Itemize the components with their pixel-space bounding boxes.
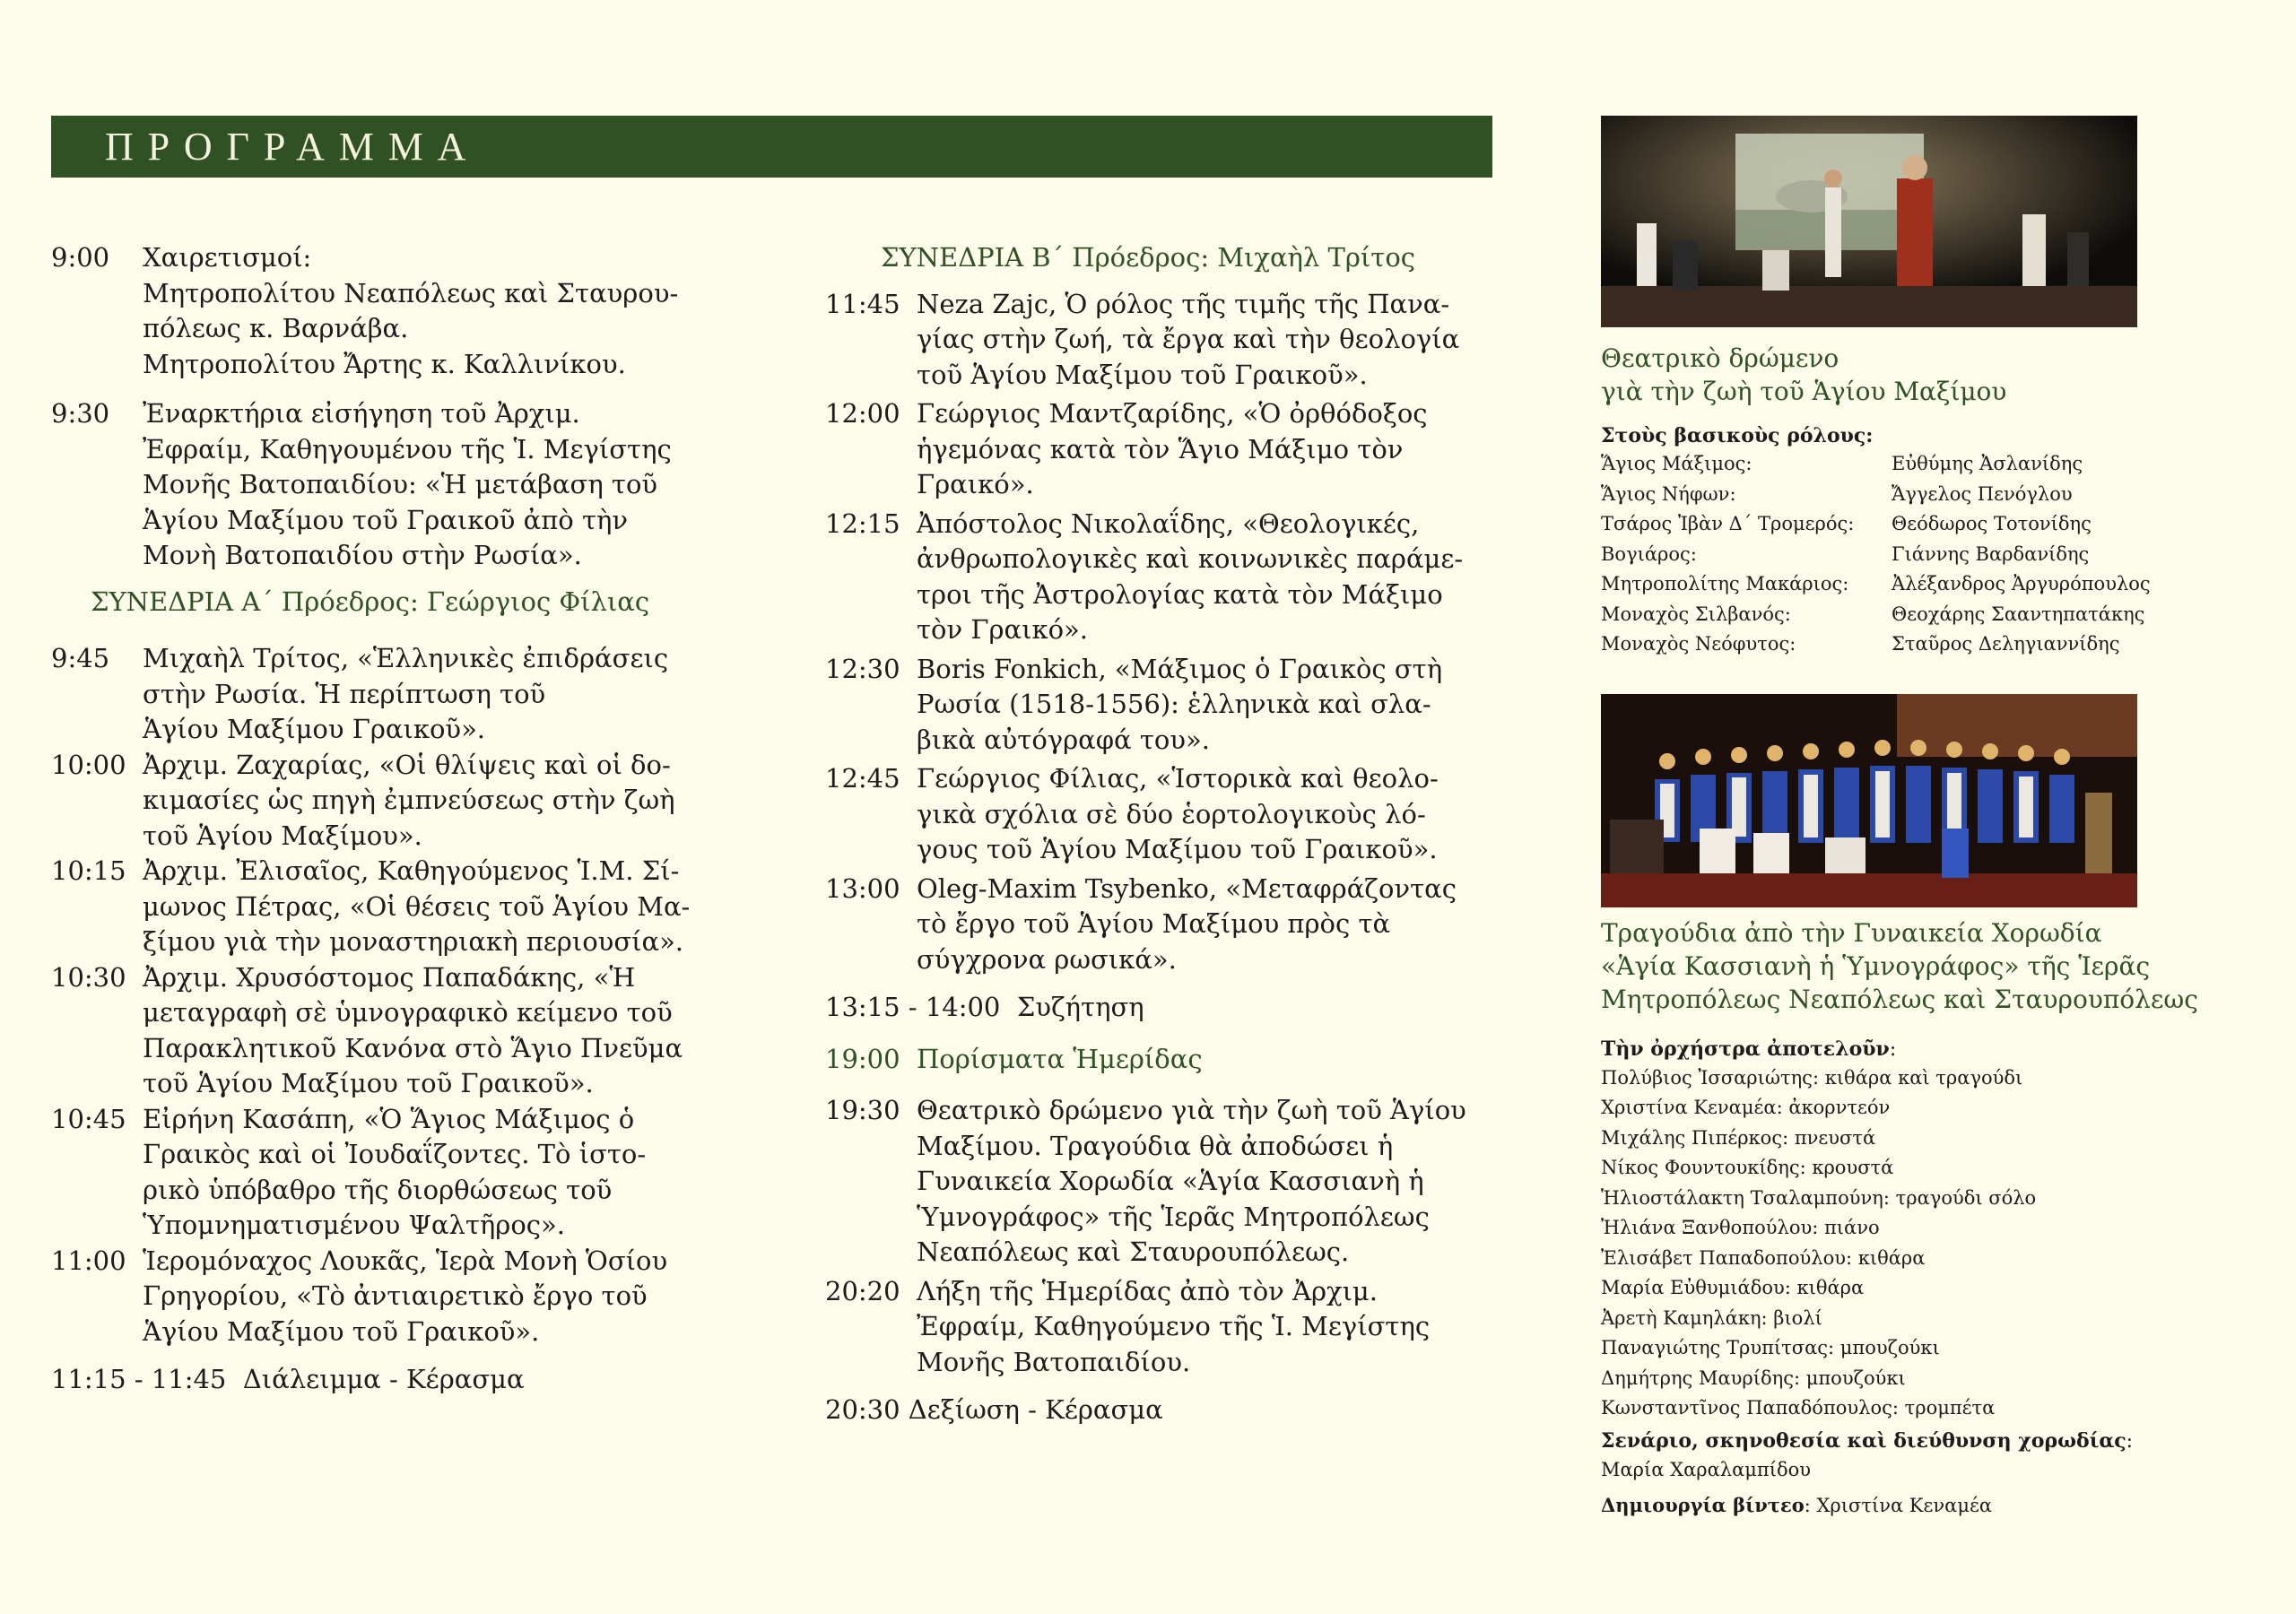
- entry-time: 10:30: [51, 961, 126, 993]
- direction-label-colon: :: [2126, 1429, 2134, 1453]
- schedule-entry: [51, 641, 733, 748]
- schedule-entry: [825, 652, 1493, 759]
- session-b-heading: ΣΥΝΕΔΡΙΑ Β΄ Πρόεδρος: Μιχαὴλ Τρίτος: [881, 242, 1416, 273]
- schedule-entry: [825, 396, 1493, 503]
- discussion-line: 13:15 - 14:00 Συζήτηση: [825, 992, 1144, 1022]
- info-column: [1601, 116, 2229, 1522]
- orchestra-member: Ἐλισάβετ Παπαδοπούλου: κιθάρα: [1601, 1246, 1926, 1269]
- schedule-entry: [51, 854, 733, 960]
- actor-name: Ἀλέξανδρος Ἀργυρόπουλος: [1892, 573, 2151, 594]
- orchestra-label-colon: :: [1889, 1037, 1897, 1061]
- roles-label: Στοὺς βασικοὺς ρόλους:: [1601, 424, 1874, 447]
- entry-text: Πορίσματα Ἡμερίδας: [917, 1043, 1203, 1074]
- actor-name: Εὐθύμης Ἀσλανίδης: [1892, 453, 2083, 474]
- entry-text: Oleg-Maxim Tsybenko, «Μεταφράζοντας τὸ ἔργο τοῦ Ἁγίου Μαξίμου πρὸς τὰ σύγχρονα ρωσικά».: [917, 872, 1457, 975]
- schedule-entry: [51, 1244, 733, 1350]
- conclusions-entry: [825, 1042, 1493, 1078]
- schedule-entry: [825, 507, 1493, 648]
- schedule-entry: [825, 1274, 1493, 1381]
- entry-text: Λήξη τῆς Ἡμερίδας ἀπὸ τὸν Ἀρχιμ. Ἐφραίμ, Καθηγούμενο τῆς Ἱ. Μεγίστης Μονῆς Βατοπαιδίου.: [917, 1275, 1431, 1377]
- video-credit: [1601, 1490, 2229, 1522]
- entry-time: 20:20: [825, 1275, 900, 1306]
- entry-text: Γεώργιος Φίλιας, «Ἱστορικὰ καὶ θεολο- γικὰ σχόλια σὲ δύο ἑορτολογικοὺς λό- γους τοῦ Ἁγίου Μαξίμου τοῦ Γραικοῦ».: [917, 763, 1439, 864]
- orchestra-member: Ἡλιοστάλακτη Τσαλαμπούνη: τραγούδι σόλο: [1601, 1186, 2037, 1209]
- entry-time: 10:00: [51, 749, 126, 780]
- entry-time: 10:15: [51, 855, 126, 886]
- theatre-caption: Θεατρικὸ δρώμενο γιὰ τὴν ζωὴ τοῦ Ἁγίου Μαξίμου: [1601, 343, 2007, 406]
- direction-label-text: Σενάριο, σκηνοθεσία καὶ διεύθυνση χορωδίας: [1601, 1428, 2126, 1453]
- entry-time: 19:00: [825, 1043, 900, 1074]
- orchestra-member: Χριστίνα Κεναμέα: ἀκορντεόν: [1601, 1097, 1891, 1118]
- direction-label: [1601, 1427, 2229, 1455]
- schedule-entry: [51, 748, 733, 855]
- schedule-entry: [51, 1102, 733, 1244]
- orchestra-member: Δημήτρης Μαυρίδης: μπουζούκι: [1601, 1367, 1906, 1389]
- actor-name: Θεόδωρος Τοτονίδης: [1892, 513, 2092, 534]
- schedule-column-1: [51, 240, 733, 1398]
- orchestra-member: Μαρία Εὐθυμιάδου: κιθάρα: [1601, 1277, 1865, 1298]
- video-label: Δημιουργία βίντεο: [1601, 1494, 1805, 1516]
- orchestra-member: Μιχάλης Πιπέρκος: πνευστά: [1601, 1126, 1876, 1149]
- video-name: Χριστίνα Κεναμέα: [1810, 1495, 1993, 1516]
- orchestra-member: Κωνσταντῖνος Παπαδόπουλος: τρομπέτα: [1601, 1397, 1996, 1419]
- orchestra-member: Ἀρετὴ Καμηλάκη: βιολί: [1601, 1306, 1822, 1329]
- role-name: Μοναχὸς Σιλβανός:: [1601, 603, 1791, 625]
- schedule-entry: [825, 872, 1493, 978]
- video-colon: :: [1804, 1495, 1811, 1516]
- entry-time: 12:15: [825, 508, 900, 539]
- theatre-photo: [1601, 116, 2137, 327]
- session-a-heading: ΣΥΝΕΔΡΙΑ Α΄ Πρόεδρος: Γεώργιος Φίλιας: [91, 586, 650, 617]
- entry-time: 12:00: [825, 398, 900, 429]
- entry-time: 9:30: [51, 398, 110, 429]
- role-name: Βογιάρος:: [1601, 542, 1697, 565]
- entry-text: Εἰρήνη Κασάπη, «Ὁ Ἅγιος Μάξιμος ὁ Γραικὸς καὶ οἱ Ἰουδαΐζοντες. Τὸ ἱστο- ρικὸ ὑπόβαθρο τῆς διορθώσεως τοῦ Ὑπομνηματισμένου Ψαλτῆρος».: [143, 1103, 647, 1240]
- break-line: 11:15 - 11:45 Διάλειμμα - Κέρασμα: [51, 1364, 525, 1394]
- actor-name: Γιάννης Βαρδανίδης: [1892, 542, 2090, 565]
- entry-time: 13:00: [825, 872, 900, 904]
- choir-caption: Τραγούδια ἀπὸ τὴν Γυναικεία Χορωδία «Ἁγία Κασσιανὴ ἡ Ὑμνογράφος» τῆς Ἱερᾶς Μητροπόλεως Νεαπόλεως καὶ Σταυρουπόλεως: [1601, 917, 2198, 1014]
- entry-text: Ἱερομόναχος Λουκᾶς, Ἱερὰ Μονὴ Ὁσίου Γρηγορίου, «Τὸ ἀντιαιρετικὸ ἔργο τοῦ Ἁγίου Μαξίμου τοῦ Γραικοῦ».: [143, 1245, 668, 1347]
- entry-text: Ἀπόστολος Νικολαΐδης, «Θεολογικές, ἀνθρωπολογικὲς καὶ κοινωνικὲς παράμε- τροι τῆς Ἀστρολογίας κατὰ τὸν Μάξιμο τὸν Γραικό».: [917, 508, 1464, 645]
- actor-name: Θεοχάρης Σααντηπατάκης: [1892, 603, 2145, 625]
- orchestra-member: Παναγιώτης Τρυπίτσας: μπουζούκι: [1601, 1337, 1940, 1358]
- direction-name: Μαρία Χαραλαμπίδου: [1601, 1458, 1812, 1480]
- schedule-entry: [51, 960, 733, 1102]
- entry-text: Boris Fonkich, «Μάξιμος ὁ Γραικὸς στὴ Ρωσία (1518-1556): ἑλληνικὰ καὶ σλα- βικὰ αὐτόγραφά του».: [917, 653, 1443, 755]
- entry-text: Neza Zajc, Ὁ ρόλος τῆς τιμῆς τῆς Πανα- γίας στὴν ζωή, τὰ ἔργα καὶ τὴν θεολογία τοῦ Ἁγίου Μαξίμου τοῦ Γραικοῦ».: [917, 288, 1460, 390]
- schedule-entry: [825, 287, 1493, 394]
- entry-text: Ἀρχιμ. Ζαχαρίας, «Οἱ θλίψεις καὶ οἱ δο- κιμασίες ὡς πηγὴ ἐμπνεύσεως στὴν ζωὴ τοῦ Ἁγίου Μαξίμου».: [143, 749, 675, 851]
- orchestra-label: [1601, 1036, 2229, 1063]
- reception-line: 20:30 Δεξίωση - Κέρασμα: [825, 1394, 1163, 1425]
- orchestra-label-text: Τὴν ὀρχήστρα ἀποτελοῦν: [1601, 1037, 1890, 1061]
- entry-text: Θεατρικὸ δρώμενο γιὰ τὴν ζωὴ τοῦ Ἁγίου Μαξίμου. Τραγούδια θὰ ἀποδώσει ἡ Γυναικεία Χορωδία «Ἁγία Κασσιανὴ ἡ Ὑμνογράφος» τῆς Ἱερᾶς Μητροπόλεως Νεαπόλεως καὶ Σταυρουπόλεως.: [917, 1095, 1466, 1267]
- entry-time: 12:45: [825, 763, 900, 794]
- orchestra-list: [1601, 1063, 2229, 1424]
- orchestra-member: Ἠλιάνα Ξανθοπούλου: πιάνο: [1601, 1217, 1880, 1238]
- role-name: Ἅγιος Μάξιμος:: [1601, 453, 1752, 474]
- entry-text: Ἀρχιμ. Χρυσόστομος Παπαδάκης, «Ἡ μεταγραφὴ σὲ ὑμνογραφικὸ κείμενο τοῦ Παρακλητικοῦ Κανόνα στὸ Ἅγιο Πνεῦμα τοῦ Ἁγίου Μαξίμου τοῦ Γραικοῦ».: [143, 961, 683, 1098]
- entry-time: 19:30: [825, 1095, 900, 1125]
- schedule-entry: [825, 1093, 1493, 1271]
- actor-name: Ἄγγελος Πενόγλου: [1892, 482, 2073, 505]
- theatre-photo-image: [1601, 116, 2137, 327]
- roles-list: [1601, 449, 2229, 660]
- schedule-entry: [51, 396, 733, 574]
- schedule-column-2: [825, 240, 1493, 1428]
- entry-time: 11:00: [51, 1245, 126, 1276]
- schedule-entry: [51, 240, 733, 382]
- entry-time: 9:45: [51, 643, 110, 673]
- entry-text: Ἐναρκτήρια εἰσήγηση τοῦ Ἀρχιμ. Ἐφραίμ, Καθηγουμένου τῆς Ἱ. Μεγίστης Μονῆς Βατοπαιδίου: «Ἡ μετάβαση τοῦ Ἁγίου Μαξίμου τοῦ Γραικοῦ ἀπὸ τὴν Μονὴ Βατοπαιδίου στὴν Ρωσία».: [143, 398, 672, 570]
- entry-text: Γεώργιος Μαντζαρίδης, «Ὁ ὀρθόδοξος ἡγεμόνας κατὰ τὸν Ἅγιο Μάξιμο τὸν Γραικό».: [917, 398, 1428, 499]
- actor-name: Σταῦρος Δεληγιαννίδης: [1892, 633, 2120, 655]
- choir-photo: [1601, 694, 2137, 907]
- entry-time: 12:30: [825, 653, 900, 684]
- orchestra-member: Πολύβιος Ἰσσαριώτης: κιθάρα καὶ τραγούδι: [1601, 1066, 2023, 1089]
- entry-time: 11:45: [825, 288, 900, 319]
- role-name: Μητροπολίτης Μακάριος:: [1601, 573, 1849, 594]
- role-name: Μοναχὸς Νεόφυτος:: [1601, 633, 1796, 655]
- page-title: ΠΡΟΓΡΑΜΜΑ: [105, 125, 481, 169]
- entry-time: 9:00: [51, 242, 110, 273]
- program-banner: [51, 116, 1492, 178]
- role-name: Τσάρος Ἰβὰν Δ΄ Τρομερός:: [1601, 513, 1855, 534]
- orchestra-member: Νίκος Φουντουκίδης: κρουστά: [1601, 1157, 1894, 1178]
- role-name: Ἅγιος Νήφων:: [1601, 482, 1736, 505]
- schedule-entry: [825, 761, 1493, 868]
- choir-photo-image: [1601, 694, 2137, 907]
- entry-text: Ἀρχιμ. Ἐλισαῖος, Καθηγούμενος Ἱ.Μ. Σί- μωνος Πέτρας, «Οἱ θέσεις τοῦ Ἁγίου Μα- ξίμου γιὰ τὴν μοναστηριακὴ περιουσία».: [143, 855, 691, 957]
- entry-text: Μιχαὴλ Τρίτος, «Ἑλληνικὲς ἐπιδράσεις στὴν Ρωσία. Ἡ περίπτωση τοῦ Ἁγίου Μαξίμου Γραικοῦ».: [143, 643, 669, 744]
- entry-time: 10:45: [51, 1103, 126, 1134]
- entry-text: Χαιρετισμοί: Μητροπολίτου Νεαπόλεως καὶ Σταυρου- πόλεως κ. Βαρνάβα. Μητροπολίτου Ἄρτης κ. Καλλινίκου.: [143, 242, 679, 379]
